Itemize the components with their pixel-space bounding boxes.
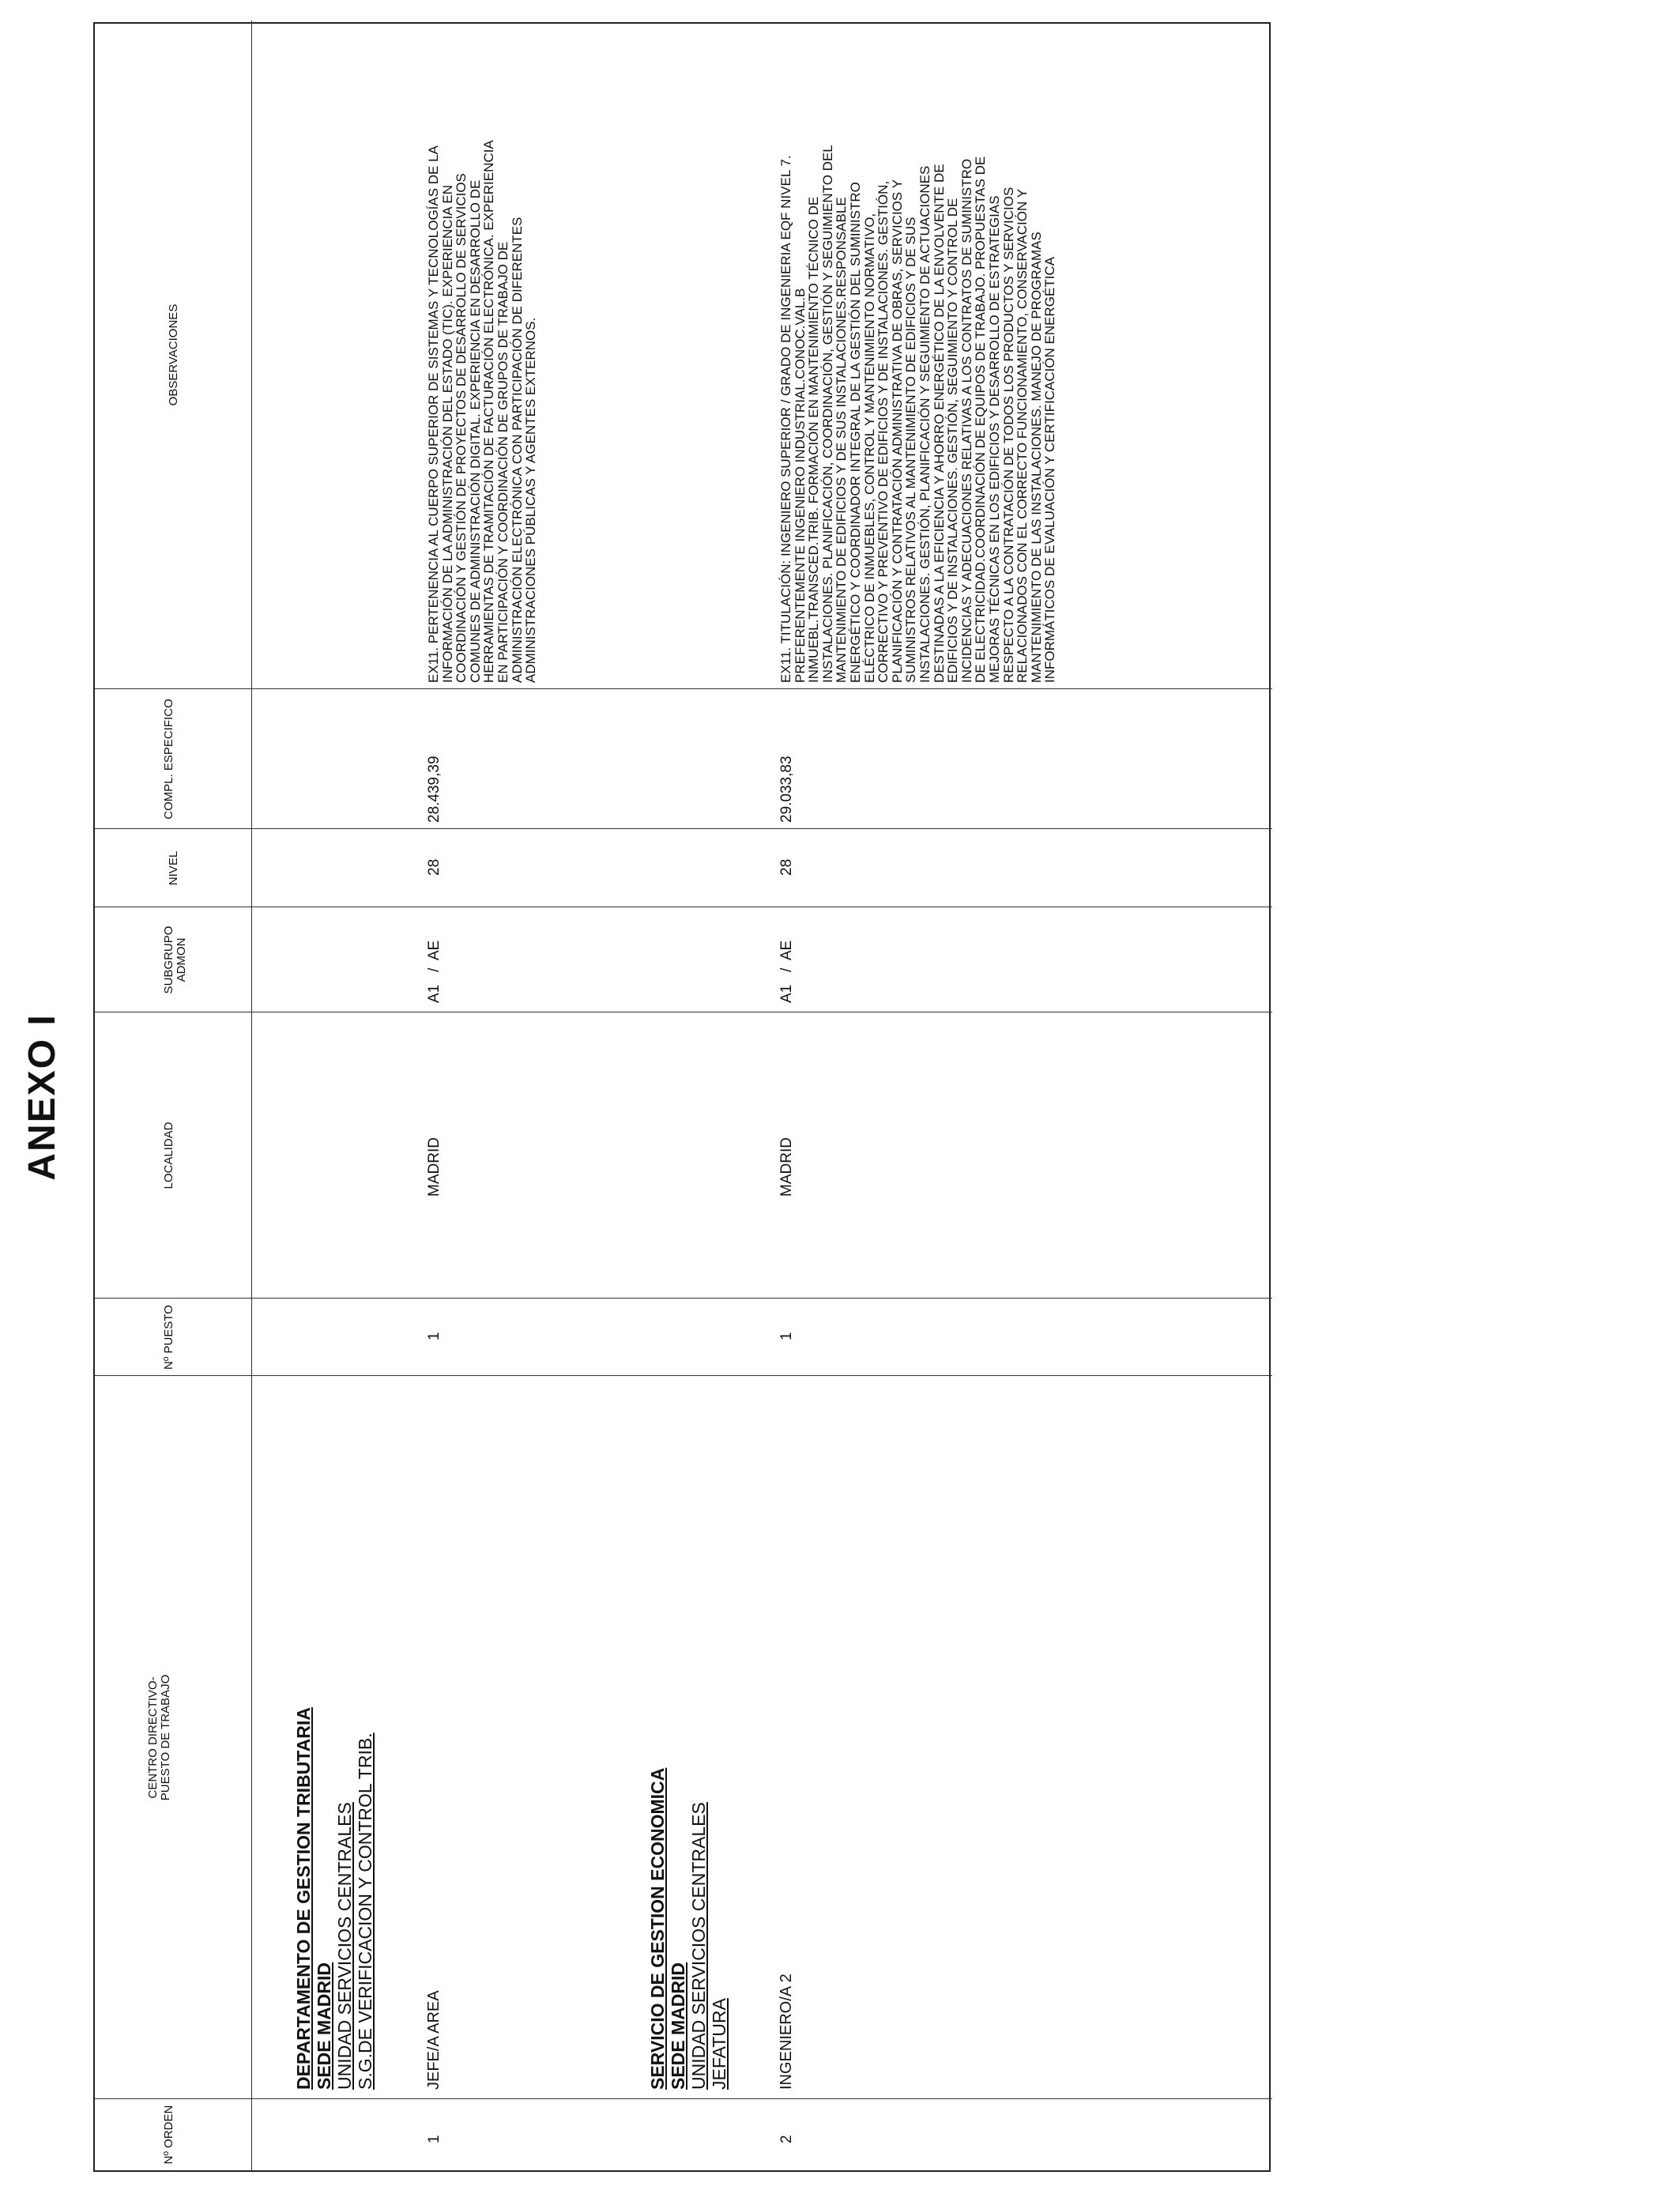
col-divider (95, 1298, 1272, 1299)
header-puesto: Nº PUESTO (162, 1305, 175, 1370)
row-1-puesto-trabajo: JEFE/A AREA (425, 1990, 443, 2090)
section-1-department: DEPARTAMENTO DE GESTION TRIBUTARIA (293, 1707, 314, 2090)
section-1-sede: SEDE MADRID (314, 1962, 334, 2090)
row-2-observaciones: EX11. TITULACIÓN: INGENIERO SUPERIOR / GRADO DE INGENIERIA EQF NIVEL 7. PREFERENTEMENTE INGENIERO INDUSTRIAL.CONOC.VAL.B INMUEBL.TRANSCED.TRIB. FORMACIÓN EN MANTENIMIENTO TÉCNICO DE INSTALACIONES. PLANIFICACIÓN, COORDINACIÓN, GESTIÓN Y SEGUIMIENTO DEL MANTENIMIENTO DE EDIFICIOS Y DE SUS INSTALACIONES.RESPONSABLE ENERGÉTICO Y COORDINADOR INTEGRAL DE LA GESTIÓN DEL SUMINISTRO ELÉCTRICO DE INMUEBLES, CONTROL Y MANTENIMIENTO NORMATIVO, CORRECTIVO Y PREVENTIVO DE EDIFICIOS Y DE INSTALACIONES. GESTIÓN, PLANIFICACIÓN Y CONTRATACIÓN ADMINISTRATIVA DE OBRAS, SERVICIOS Y SUMINISTROS RELATIVOS AL MANTENIMIENTO DE EDIFICIOS Y DE SUS INSTALACIONES. GESTIÓN, PLANIFICACIÓN Y SEGUIMIENTO DE ACTUACIONES DESTINADAS A LA EFICIENCIA Y AHORRO ENERGÉTICO DE LA ENVOLVENTE DE EDIFICIOS Y DE INSTALACIONES. GESTIÓN, SEGUIMIENTO Y CONTROL DE INCIDENCIAS Y ADECUACIONES RELATIVAS A LOS CONTRATOS DE SUMINISTRO DE ELECTRICIDAD.COORDINACIÓN DE EQUIPOS DE TRABAJO. PROPUESTAS DE MEJORAS TÉCNICAS EN LOS EDIFICIOS Y DESARROLLO DE ESTRATEGIAS RESPECTO A LA CONTRATACIÓN DE TODOS LOS PRODUCTOS Y SERVICIOS RELACIONADOS CON EL CORRECTO FUNCIONAMIENTO, CONSERVACIÓN Y MANTENIMIENTO DE LAS INSTALACIONES. MANEJO DE PROGRAMAS INFORMÁTICOS DE EVALUACIÓN Y CERTIFICACIÓN ENERGÉTICA (778, 145, 1058, 683)
row-1-num-puesto: 1 (426, 1332, 443, 1340)
section-2-department: SERVICIO DE GESTION ECONOMICA (647, 1767, 668, 2090)
header-localidad: LOCALIDAD (162, 1122, 175, 1189)
document-title: ANEXO I (21, 1013, 63, 1181)
col-divider (95, 688, 1272, 689)
header-compl: COMPL. ESPECIFICO (162, 699, 175, 820)
row-1-compl: 28.439,39 (426, 756, 443, 823)
row-2-puesto-trabajo: INGENIERO/A 2 (778, 1973, 795, 2090)
row-1-nivel: 28 (426, 858, 443, 876)
row-2-orden: 2 (778, 2135, 795, 2143)
row-2-num-puesto: 1 (778, 1332, 795, 1340)
section-1-subunit: S.G.DE VERIFICACION Y CONTROL TRIB. (355, 1732, 375, 2090)
col-divider (95, 1375, 1272, 1376)
header-subgrupo: SUBGRUPO ADMON (162, 925, 188, 994)
col-divider (95, 828, 1272, 829)
row-2-compl: 29.033,83 (778, 756, 795, 823)
positions-table (93, 22, 1271, 2172)
header-centro: CENTRO DIRECTIVO- PUESTO DE TRABAJO (146, 1674, 172, 1801)
row-1-localidad: MADRID (426, 1137, 443, 1197)
header-orden: Nº ORDEN (162, 2105, 175, 2165)
section-1-unidad: UNIDAD SERVICIOS CENTRALES (334, 1802, 355, 2090)
header-observaciones: OBSERVACIONES (167, 303, 180, 406)
col-divider (95, 2098, 1272, 2099)
row-1-subgrupo: A1 / AE (426, 940, 443, 1003)
row-1-observaciones: EX11. PERTENENCIA AL CUERPO SUPERIOR DE SISTEMAS Y TECNOLOGÍAS DE LA INFORMACIÓN DE LA ADMINISTRACIÓN DEL ESTADO (TIC). EXPERIENCIA EN COORDINACIÓN Y GESTIÓN DE PROYECTOS DE DESARROLLO DE SERVICIOS COMUNES DE ADMINISTRACIÓN DIGITAL. EXPERIENCIA EN DESARROLLO DE HERRAMIENTAS DE TRAMITACIÓN DE FACTURACIÓN ELECTRÓNICA. EXPERIENCIA EN PARTICIPACIÓN Y COORDINACIÓN DE GRUPOS DE TRABAJO DE ADMINISTRACIÓN ELECTRÓNICA CON PARTICIPACIÓN DE DIFERENTES ADMINISTRACIONES PÚBLICAS Y AGENTES EXTERNOS. (426, 141, 539, 683)
section-2-subunit: JEFATURA (709, 1998, 729, 2090)
header-divider (251, 21, 252, 2170)
row-2-localidad: MADRID (778, 1137, 795, 1197)
row-2-subgrupo: A1 / AE (778, 940, 795, 1003)
row-1-orden: 1 (426, 2135, 443, 2143)
section-2-unidad: UNIDAD SERVICIOS CENTRALES (688, 1802, 709, 2090)
header-nivel: NIVEL (167, 850, 180, 886)
row-2-nivel: 28 (778, 858, 795, 876)
section-2-sede: SEDE MADRID (668, 1962, 688, 2090)
